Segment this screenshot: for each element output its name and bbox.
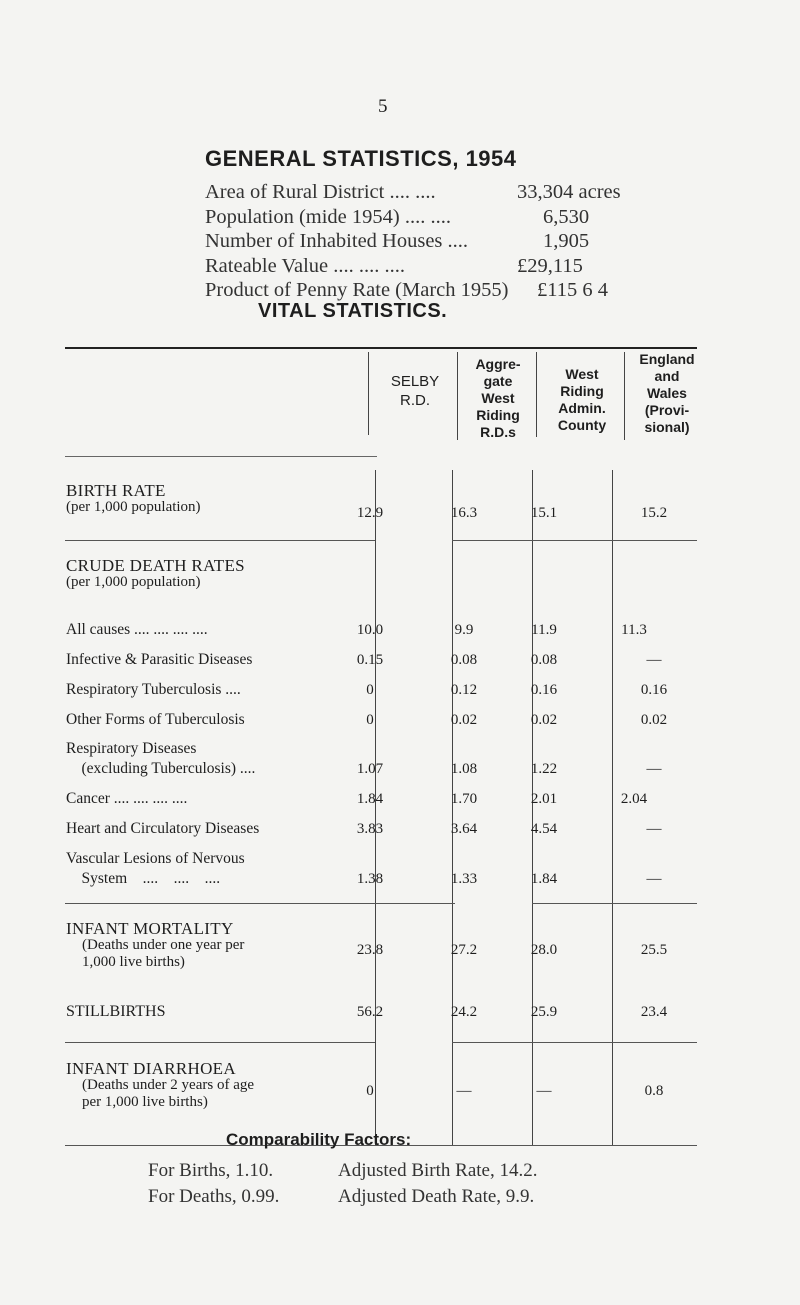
general-label: Product of Penny Rate (March 1955) <box>205 279 509 301</box>
value-cell: 27.2 <box>450 942 478 958</box>
page-number: 5 <box>378 96 388 117</box>
value-cell: — <box>646 871 662 887</box>
section-subtitle: per 1,000 live births) <box>82 1094 208 1110</box>
header-line: Riding <box>560 383 604 399</box>
vital-statistics-title: VITAL STATISTICS. <box>258 300 448 322</box>
header-line: gate <box>483 373 513 389</box>
value-cell: 0.02 <box>640 712 668 728</box>
value-cell: 0.08 <box>450 652 478 668</box>
value-cell: 56.2 <box>356 1004 384 1020</box>
section-rule <box>65 540 375 541</box>
section-subtitle: (Deaths under 2 years of age <box>82 1077 255 1093</box>
row-label: STILLBIRTHS <box>66 1003 166 1020</box>
value-cell: 15.2 <box>640 505 668 521</box>
value-cell: 2.01 <box>530 791 558 807</box>
value-cell: 0.16 <box>530 682 558 698</box>
value-cell: — <box>646 652 662 668</box>
births-adjusted: Adjusted Birth Rate, 14.2. <box>338 1160 538 1181</box>
section-title: CRUDE DEATH RATES <box>66 556 245 575</box>
deaths-adjusted: Adjusted Death Rate, 9.9. <box>338 1186 535 1207</box>
comparability-title: Comparability Factors: <box>226 1130 412 1149</box>
row-label: Other Forms of Tuberculosis <box>66 711 245 728</box>
section-title: INFANT MORTALITY <box>66 919 234 938</box>
deaths-factor: For Deaths, 0.99. <box>148 1186 280 1207</box>
section-subtitle: 1,000 live births) <box>82 954 185 970</box>
row-label: Vascular Lesions of Nervous <box>66 850 245 867</box>
value-cell: 15.1 <box>530 505 558 521</box>
infant-mortality-section <box>66 920 244 971</box>
value-cell: 0 <box>366 682 374 698</box>
section-subtitle: (per 1,000 population) <box>66 574 201 590</box>
value-cell: 1.33 <box>450 871 478 887</box>
section-subtitle: (per 1,000 population) <box>66 499 201 515</box>
value-cell: — <box>646 761 662 777</box>
value-cell: 16.3 <box>450 505 478 521</box>
column-divider <box>536 352 537 437</box>
header-line: sional) <box>644 419 690 435</box>
header-line: (Provi- <box>644 402 690 418</box>
header-line: R.D.s <box>480 424 516 440</box>
value-cell: 0.16 <box>640 682 668 698</box>
section-title: BIRTH RATE <box>66 481 166 500</box>
value-cell: 0 <box>366 712 374 728</box>
header-line: Riding <box>476 407 520 423</box>
births-factor: For Births, 1.10. <box>148 1160 274 1181</box>
header-line: West <box>565 366 599 382</box>
value-cell: 0.15 <box>356 652 384 668</box>
value-cell: 9.9 <box>454 622 474 638</box>
death-rates-section <box>66 557 245 591</box>
header-line: Wales <box>647 385 687 401</box>
value-cell: — <box>536 1083 552 1099</box>
col-header-aggregate <box>460 356 536 441</box>
value-cell: 1.22 <box>530 761 558 777</box>
value-cell: 3.64 <box>450 821 478 837</box>
row-label: Heart and Circulatory Diseases <box>66 820 260 837</box>
row-label: Respiratory Diseases <box>66 740 197 757</box>
general-value: 33,304 acres <box>517 181 621 203</box>
col-header-england-wales <box>626 351 708 436</box>
value-cell: 0.12 <box>450 682 478 698</box>
column-divider <box>457 352 458 440</box>
general-value: 1,905 <box>543 230 590 252</box>
value-cell: 11.9 <box>531 622 557 638</box>
column-divider <box>368 352 369 435</box>
value-cell: 0.8 <box>644 1083 664 1099</box>
value-cell: 10.0 <box>356 622 384 638</box>
header-line: Admin. <box>558 400 606 416</box>
value-cell: 1.70 <box>450 791 478 807</box>
header-line: England <box>639 351 695 367</box>
section-rule <box>452 540 697 541</box>
infant-diarrhoea-section <box>66 1060 254 1111</box>
header-line: Aggre- <box>475 356 521 372</box>
row-label: Respiratory Tuberculosis .... <box>66 681 241 698</box>
header-line: SELBY <box>390 373 440 390</box>
col-header-west-riding <box>540 366 624 434</box>
section-rule <box>452 1042 697 1043</box>
general-label: Population (mide 1954) .... .... <box>205 205 451 228</box>
general-label: Number of Inhabited Houses .... <box>205 230 469 252</box>
general-label: Area of Rural District .... .... <box>205 181 436 203</box>
col-header-selby <box>373 372 457 410</box>
general-value: £29,115 <box>517 254 583 277</box>
value-cell: 1.84 <box>356 791 384 807</box>
birth-rate-section <box>66 482 201 516</box>
value-cell: 25.9 <box>530 1004 558 1020</box>
value-cell: 1.07 <box>356 761 384 777</box>
value-cell: 28.0 <box>530 942 558 958</box>
value-cell: — <box>456 1083 472 1099</box>
header-line: County <box>557 417 607 433</box>
table-header-rule <box>65 456 377 457</box>
value-cell: 23.4 <box>640 1004 668 1020</box>
row-label-continued: System .... .... .... <box>66 870 221 887</box>
general-value: 6,530 <box>543 205 590 228</box>
value-cell: 2.04 <box>620 791 648 807</box>
general-label: Rateable Value .... .... .... <box>205 254 406 277</box>
value-cell: 4.54 <box>530 821 558 837</box>
value-cell: 3.83 <box>356 821 384 837</box>
section-rule <box>65 903 455 904</box>
general-statistics-title: GENERAL STATISTICS, 1954 <box>205 146 517 171</box>
value-cell: 0.08 <box>530 652 558 668</box>
value-cell: 0 <box>366 1083 374 1099</box>
value-cell: 0.02 <box>530 712 558 728</box>
table-top-rule <box>65 347 697 349</box>
value-cell: 1.84 <box>530 871 558 887</box>
row-label-continued: (excluding Tuberculosis) .... <box>66 760 256 777</box>
value-cell: 1.38 <box>356 871 384 887</box>
column-divider <box>624 352 625 440</box>
value-cell: 12.9 <box>356 505 384 521</box>
header-line: and <box>654 368 680 384</box>
section-rule <box>65 1042 375 1043</box>
row-label: Infective & Parasitic Diseases <box>66 651 253 668</box>
row-label: Cancer .... .... .... .... <box>66 790 188 807</box>
value-cell: 24.2 <box>450 1004 478 1020</box>
value-cell: 1.08 <box>450 761 478 777</box>
header-line: West <box>481 390 515 406</box>
value-cell: 25.5 <box>640 942 668 958</box>
section-title: INFANT DIARRHOEA <box>66 1059 236 1078</box>
row-label: All causes .... .... .... .... <box>66 621 208 638</box>
value-cell: 11.3 <box>621 622 647 638</box>
value-cell: — <box>646 821 662 837</box>
header-line: R.D. <box>400 392 430 409</box>
general-value: £115 6 4 <box>537 279 608 301</box>
value-cell: 0.02 <box>450 712 478 728</box>
section-rule <box>532 903 697 904</box>
section-subtitle: (Deaths under one year per <box>82 937 245 953</box>
value-cell: 23.8 <box>356 942 384 958</box>
